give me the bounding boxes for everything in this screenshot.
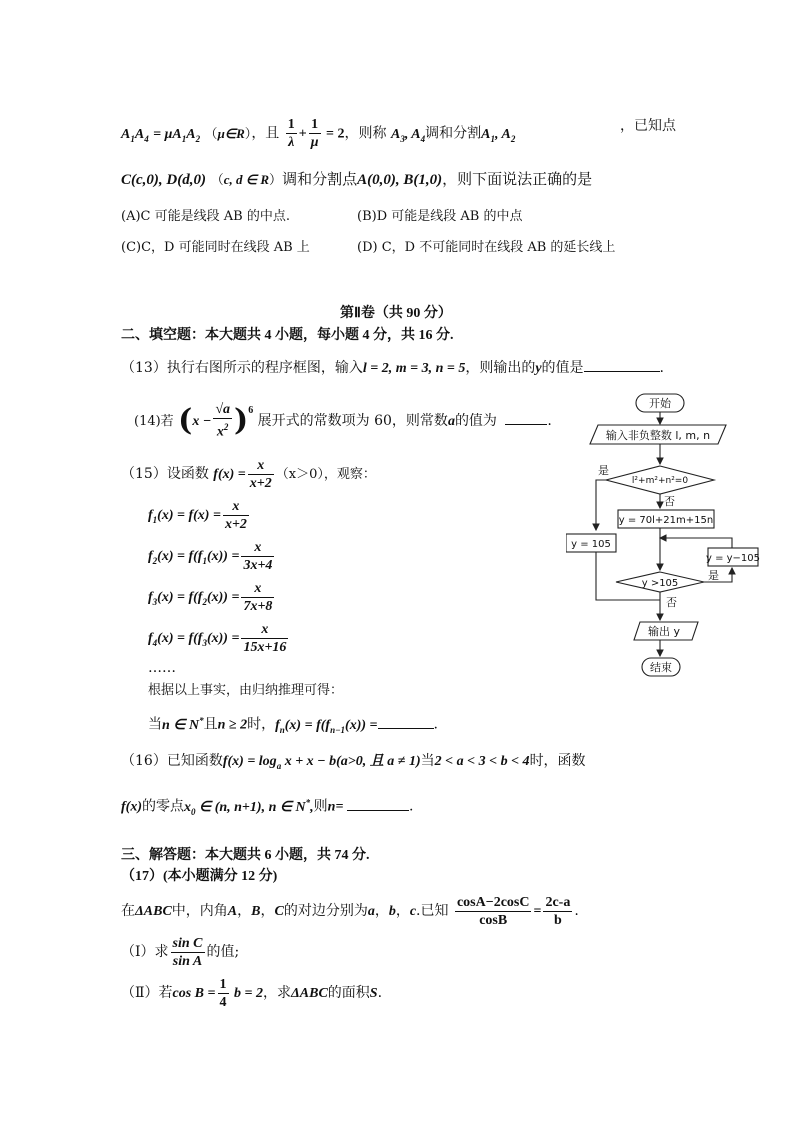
q12-line2: C(c,0), D(d,0) （c, d ∈ R）调和分割点A(0,0), B(1,0)，则下面说法正确的是 [121,170,593,188]
q15-f3: $f_3(x) = f(f_2(x))$ = $\frac{x}{7x+8}$ [148,580,273,614]
q14-answer-blank[interactable] [505,424,547,425]
flowchart-input-label: 输入非负整数 l, m, n [605,429,711,442]
flowchart-yes-1: 是 [598,464,609,477]
q12-option-d: (D) C，D 不可能同时在线段 AB 的延长线上 [357,240,616,255]
q15-f1: $f_1(x) = f(x)$ = $\frac{x}{x+2}$ [148,498,247,532]
q15-f2: $f_2(x) = f(f_1(x))$ = $\frac{x}{3x+4}$ [148,539,273,573]
part2-title: 第Ⅱ卷（共 90 分） [340,306,452,321]
q16-answer-blank[interactable] [347,810,409,811]
flowchart-no-2: 否 [666,596,677,609]
q15-header: （15）设函数 f(x) = $\frac{x}{x+2}$ （x＞0），观察： [121,457,376,491]
flowchart-y105-label: y = 105 [571,539,611,550]
part3-section-heading: 三、解答题：本大题共 6 小题，共 74 分. [121,848,370,863]
q15-reasoning: 根据以上事实，由归纳推理可得： [148,683,344,698]
flowchart-svg [566,388,794,688]
flowchart-cond1-label: l²+m²+n²=0 [631,476,689,486]
q12-known-point: ，已知点 [620,118,676,134]
flowchart-start-label: 开始 [649,397,671,410]
q12-option-a: (A)C 可能是线段 AB 的中点. [121,209,290,224]
program-flowchart [566,388,794,688]
flowchart-yes-2: 是 [708,569,719,582]
q15-f4: $f_4(x) = f(f_3(x))$ = $\frac{x}{15x+16}$ [148,621,287,655]
q15-conclusion: 当n ∈ N*且n ≥ 2时，$f_n(x) = f(f_{n-1}(x))$ = . [148,715,438,735]
q15-dots: …… [148,660,176,676]
flowchart-assign-label: y = 70l+21m+15n [618,515,714,526]
part2-section-heading: 二、填空题：本大题共 4 小题，每小题 4 分，共 16 分. [121,328,454,343]
q15-answer-blank[interactable] [378,728,434,729]
q17-title: （17）(本小题满分 12 分) [121,869,278,884]
q17-part-ii: （Ⅱ）若cos B = $\frac{1}{4}$ b = 2，求ΔABC的面积S. [121,976,383,1010]
flowchart-no-1: 否 [664,495,675,508]
flowchart-loop-label: y = y−105 [705,553,761,564]
q17-statement: 在ΔABC中，内角A，B，C的对边分别为a，b，c.已知 $\frac{\cos A-2\cos C}{\cos B}$ = $\frac{2c-a}{b}$ . [121,894,579,928]
q12-option-c: (C)C，D 可能同时在线段 AB 上 [121,240,310,255]
q17-part-i: （Ⅰ）求 $\frac{\text{sin C}}{\text{sin A}}$ 的值; [121,935,240,969]
flowchart-end-label: 结束 [650,661,672,674]
q16-line2: f(x)的零点$x_0$ ∈ (n, n+1), n ∈ N*,则n= . [121,797,414,817]
q12-option-b: (B)D 可能是线段 AB 的中点 [357,209,523,224]
flowchart-output-label: 输出 y [647,625,681,638]
q13-answer-blank[interactable] [584,371,660,372]
q12-line1: $A_1A_4 = \mu A_1A_2$ （μ∈R），且 $\frac{1}{\lambda}$ + $\frac{1}{\mu}$ = 2，则称 $A_3$, $A_4$调和分割$A_1$, $A_2$ [121,117,516,150]
q14: (14)若 (x − $\frac{√a}{x^2}$ )$^6$ 展开式的常数项为 60，则常数a的值为 . [134,402,552,440]
q13: （13）执行右图所示的程序框图，输入l = 2, m = 3, n = 5，则输出的y的值是 . [121,360,664,376]
vector-a1a4: $A_1A_4$ [121,126,149,144]
flowchart-cond2-label: y >105 [641,578,679,589]
q16-line1: （16）已知函数$f(x) = \log_a x + x - b(a>0$, 且 a ≠ 1)当2 < a < 3 < b < 4时，函数 [121,753,586,771]
